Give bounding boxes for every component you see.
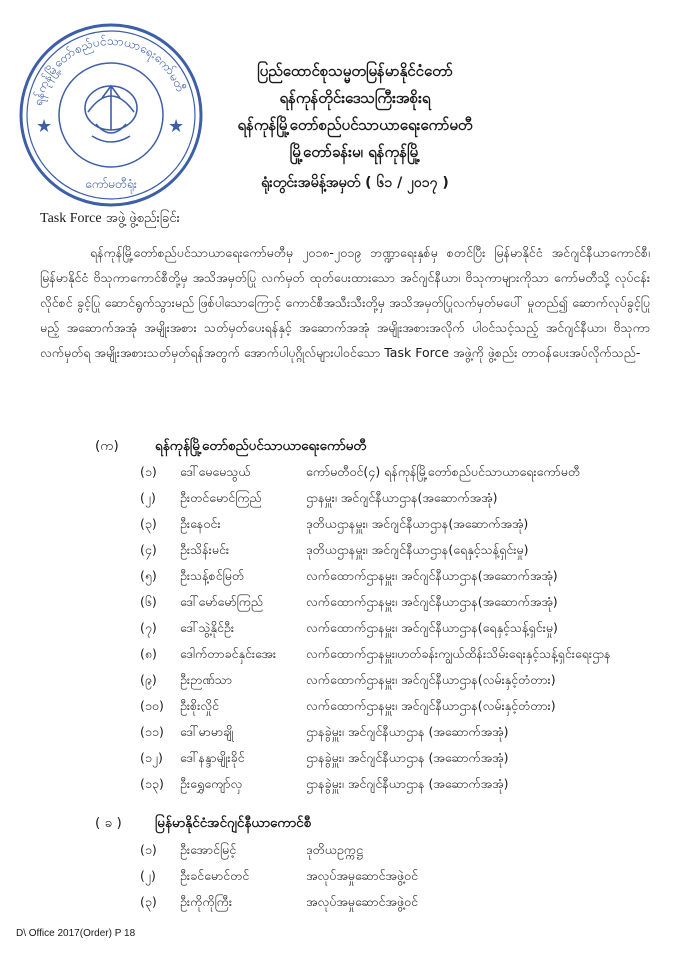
member-row — [140, 486, 640, 512]
member-position: ဌာနခွဲမှူး၊ အင်ဂျင်နီယာဌာန (အဆောက်အအုံ) — [306, 749, 509, 765]
subject-rest: အဖွဲ့ ဖွဲ့စည်းခြင်း — [101, 211, 180, 226]
section-b-title: မြန်မာနိုင်ငံအင်ဂျင်နီယာကောင်စီ — [155, 815, 312, 831]
member-position: လက်ထောက်ဌာနမှူး၊ အင်ဂျင်နီယာဌာန(အဆောက်အအုံ) — [306, 567, 558, 583]
member-name: ဒေါ်မော်မော်ကြည် — [180, 593, 264, 609]
member-row — [140, 460, 640, 486]
footer-file-ref: D\ Office 2017(Order) P 18 — [16, 928, 136, 939]
member-number: (၂) — [140, 867, 156, 883]
member-name: ဦးသိန်းမင်း — [180, 541, 230, 557]
member-number: (၂) — [140, 489, 156, 505]
member-name: ဦးရွှေကျော်လှ — [180, 775, 243, 791]
member-position: ဒုတိယဌာနမှူး၊ အင်ဂျင်နီယာဌာန(အဆောက်အအုံ) — [306, 515, 529, 531]
member-name: ဦးတင်မောင်ကြည် — [180, 489, 262, 505]
member-number: (၄) — [140, 541, 157, 557]
letterhead — [210, 58, 500, 197]
member-name: ဦးသန့်စင်မြတ် — [180, 567, 245, 583]
letterhead-line-3: ရန်ကုန်မြို့တော်စည်ပင်သာယာရေးကော်မတီ — [237, 116, 473, 134]
member-name: ဦးခင်မောင်တင် — [180, 867, 250, 883]
member-row — [140, 538, 640, 564]
body-paragraph: ရန်ကုန်မြို့တော်စည်ပင်သာယာရေးကော်မတီမှ ၂၀၁၈-၂၀၁၉ ဘဏ္ဍာရေးနှစ်မှ စတင်ပြီး မြန်မာနိုင်ငံ အင်ဂျင်နီယာကောင်စီ၊ မြန်မာနိုင်ငံ ဗိသုကာကောင်စီတို့မှ အသိအမှတ်ပြု လက်မှတ် ထုတ်ပေးထားသော အင်ဂျင်နီယာ၊ ဗိသုကာများကိုသာ ကော်မတီသို့ လုပ်ငန်းလိုင်စင် ခွင့်ပြု ဆောင်ရွက်သွားမည် ဖြစ်ပါသောကြောင့် ကောင်စီအသီးသီးတို့မှ အသိအမှတ်ပြုလက်မှတ်မပေါ် မှုတည်၍ ဆောက်လုပ်ခွင့်ပြုမည့် အဆောက်အအုံ အမျိုးအစား သတ်မှတ်ပေးရန်နှင့် အဆောက်အအုံ အမျိုးအစားအလိုက် ပါဝင်သင့်သည့် အင်ဂျင်နီယာ၊ ဗိသုကာ လက်မှတ်ရ အမျိုးအစားသတ်မှတ်ရန်အတွက် အောက်ပါပုဂ္ဂိုလ်များပါဝင်သော Task Force အဖွဲ့ကို ဖွဲ့စည်း တာဝန်ပေးအပ်လိုက်သည်- — [40, 245, 650, 360]
section-b-marker: ( ခ ) — [95, 815, 122, 831]
official-seal — [16, 20, 206, 210]
member-position: ဌာနခွဲမှူး၊ အင်ဂျင်နီယာဌာန (အဆောက်အအုံ) — [306, 723, 509, 739]
section-a-heading — [95, 437, 367, 457]
member-number: (၁၁) — [140, 723, 164, 739]
member-position: လက်ထောက်ဌာနမှူး၊ အင်ဂျင်နီယာဌာန(အဆောက်အအုံ) — [306, 593, 558, 609]
member-row — [140, 838, 640, 864]
order-reference: ရုံးတွင်းအမိန့်အမှတ် ( ၆၁ / ၂၀၁၇ ) — [261, 175, 449, 191]
member-name: ဦးအောင်မြင့် — [180, 841, 237, 857]
letterhead-line-2: ရန်ကုန်တိုင်းဒေသကြီးအစိုးရ — [279, 89, 431, 107]
member-name: ဒေါ်သွဲ့နိုင်ဦး — [180, 619, 235, 635]
member-row — [140, 746, 640, 772]
member-position: လက်ထောက်ဌာနမှူး၊ အင်ဂျင်နီယာဌာန(လမ်းနှင့်တံတား) — [306, 671, 556, 687]
member-row — [140, 512, 640, 538]
member-position: ကော်မတီဝင်(၄) ရန်ကုန်မြို့တော်စည်ပင်သာယာရေးကော်မတီ — [306, 463, 581, 479]
member-row — [140, 720, 640, 746]
member-row — [140, 642, 640, 668]
member-position: လက်ထောက်ဌာနမှူး၊ အင်ဂျင်နီယာဌာန(ရေနှင့်သန့်ရှင်းမှု) — [306, 619, 558, 635]
member-position: ဒုတိယဥက္ကဋ္ဌ — [306, 841, 363, 857]
member-name: ဒေါ်မာမာချို — [180, 723, 234, 739]
member-position: အလုပ်အမှုဆောင်အဖွဲ့ဝင် — [306, 867, 418, 883]
member-number: (၃) — [140, 893, 157, 909]
member-number: (၃) — [140, 515, 157, 531]
section-a-members — [140, 460, 640, 798]
letterhead-line-4: မြို့တော်ခန်းမ၊ ရန်ကုန်မြို့ — [289, 143, 421, 161]
member-number: (၈) — [140, 645, 157, 661]
letterhead-line-1: ပြည်ထောင်စုသမ္မတမြန်မာနိုင်ငံတော် — [257, 62, 453, 80]
member-name: ဦးကိုကိုကြီး — [180, 893, 233, 909]
member-number: (၁) — [140, 841, 157, 857]
member-number: (၁၃) — [140, 775, 164, 791]
member-row — [140, 890, 640, 916]
member-position: အလုပ်အမှုဆောင်အဖွဲ့ဝင် — [306, 893, 418, 909]
member-position: ဌာနမှူး၊ အင်ဂျင်နီယာဌာန(အဆောက်အအုံ) — [306, 489, 498, 505]
section-a-title: ရန်ကုန်မြို့တော်စည်ပင်သာယာရေးကော်မတီ — [155, 438, 367, 454]
member-row — [140, 590, 640, 616]
seal-emblem — [85, 86, 137, 142]
member-position: ဌာနခွဲမှူး၊ အင်ဂျင်နီယာဌာန (အဆောက်အအုံ) — [306, 775, 509, 791]
member-number: (၁၂) — [140, 749, 163, 765]
member-name: ဒေါ်မေမေသွယ် — [180, 463, 251, 479]
member-name: ဒေါ်နန္ဒာမျိုးခိုင် — [180, 749, 245, 765]
member-name: ဒေါက်တာခင်နှင်းအေး — [180, 645, 276, 661]
section-b-members — [140, 838, 640, 916]
member-name: ဦးစိုးလှိုင် — [180, 697, 219, 713]
member-number: (၉) — [140, 671, 157, 687]
section-b-heading — [95, 814, 311, 834]
member-number: (၅) — [140, 567, 157, 583]
member-position: လက်ထောက်ဌာနမှူး၊ဟတ်ခန်းကျွယ်ထိန်းသိမ်းရေးနှင့်သန့်ရှင်းရေးဌာန — [306, 645, 611, 661]
seal-star-right: ★ — [168, 116, 185, 137]
member-position: လက်ထောက်ဌာနမှူး၊ အင်ဂျင်နီယာဌာန(လမ်းနှင့်တံတား) — [306, 697, 556, 713]
member-name: ဦးဉာဏ်သာ — [180, 671, 233, 687]
section-a-marker: (က) — [95, 438, 119, 454]
member-row — [140, 616, 640, 642]
seal-ring-text: ရန်ကုန်မြို့တော်စည်ပင်သာယာရေးကော်မတီ — [30, 33, 188, 107]
subject-prefix: Task Force — [40, 211, 102, 226]
member-number: (၁၀) — [140, 697, 164, 713]
member-position: ဒုတိယဌာနမှူး၊ အင်ဂျင်နီယာဌာန(ရေနှင့်သန့်ရှင်းမှု) — [306, 541, 529, 557]
member-number: (၇) — [140, 619, 157, 635]
member-name: ဦးနေဝင်း — [180, 515, 221, 531]
member-number: (၁) — [140, 463, 157, 479]
seal-bottom-text: ကော်မတီရုံး — [85, 177, 137, 191]
member-row — [140, 864, 640, 890]
member-row — [140, 694, 640, 720]
subject-line — [40, 210, 180, 229]
member-row — [140, 668, 640, 694]
member-row — [140, 772, 640, 798]
member-number: (၆) — [140, 593, 157, 609]
seal-star-left: ★ — [36, 116, 53, 137]
member-row — [140, 564, 640, 590]
